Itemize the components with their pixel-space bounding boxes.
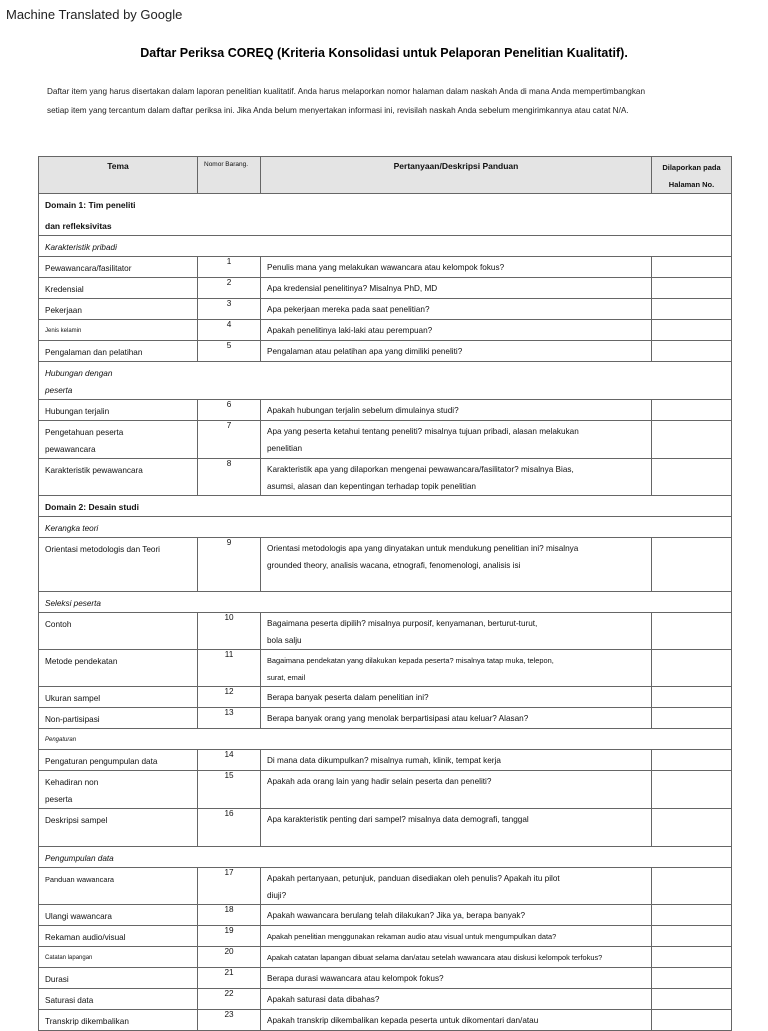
section-row xyxy=(39,729,732,750)
tema-cell xyxy=(39,989,198,1010)
tema-cell xyxy=(39,613,198,650)
page-number-cell[interactable] xyxy=(652,708,732,729)
checklist-row xyxy=(39,947,732,968)
checklist-row xyxy=(39,750,732,771)
item-number-cell: 5 xyxy=(198,341,261,362)
header-dilaporkan-line: Dilaporkan pada xyxy=(662,163,721,172)
coreq-checklist-table xyxy=(38,156,732,1031)
heading-line: peserta xyxy=(45,386,73,395)
question-line: Apa yang peserta ketahui tentang peneliti? misalnya tujuan pribadi, alasan melakukan xyxy=(267,427,579,436)
tema-line: pewawancara xyxy=(45,445,96,454)
document-title: Daftar Periksa COREQ (Kriteria Konsolidasi untuk Pelaporan Penelitian Kualitatif). xyxy=(140,46,628,60)
checklist-row xyxy=(39,708,732,729)
question-cell xyxy=(261,299,652,320)
checklist-row xyxy=(39,1010,732,1031)
tema-line: Contoh xyxy=(45,620,72,629)
checklist-row xyxy=(39,278,732,299)
question-cell xyxy=(261,278,652,299)
page-number-cell[interactable] xyxy=(652,320,732,341)
item-number-cell: 2 xyxy=(198,278,261,299)
question-cell xyxy=(261,905,652,926)
section-heading xyxy=(39,847,732,868)
question-line: asumsi, alasan dan kepentingan terhadap topik penelitian xyxy=(267,482,476,491)
question-cell xyxy=(261,459,652,496)
page-number-cell[interactable] xyxy=(652,459,732,496)
item-number-cell: 15 xyxy=(198,771,261,809)
tema-cell xyxy=(39,1010,198,1031)
question-line: penelitian xyxy=(267,444,303,453)
checklist-row xyxy=(39,320,732,341)
page-number-cell[interactable] xyxy=(652,771,732,809)
page-number-cell[interactable] xyxy=(652,278,732,299)
checklist-row xyxy=(39,968,732,989)
question-cell xyxy=(261,1010,652,1031)
page-number-cell[interactable] xyxy=(652,687,732,708)
section-heading xyxy=(39,517,732,538)
tema-cell xyxy=(39,538,198,592)
checklist-row xyxy=(39,687,732,708)
question-cell xyxy=(261,687,652,708)
page-number-cell[interactable] xyxy=(652,538,732,592)
tema-cell xyxy=(39,299,198,320)
domain-heading xyxy=(39,496,732,517)
question-cell xyxy=(261,968,652,989)
question-line: Karakteristik apa yang dilaporkan mengenai pewawancara/fasilitator? misalnya Bias, xyxy=(267,465,574,474)
page-number-cell[interactable] xyxy=(652,947,732,968)
question-cell xyxy=(261,320,652,341)
question-line: Berapa durasi wawancara atau kelompok fokus? xyxy=(267,974,444,983)
item-number-cell: 9 xyxy=(198,538,261,592)
tema-cell xyxy=(39,968,198,989)
tema-line: Karakteristik pewawancara xyxy=(45,466,143,475)
question-line: Pengalaman atau pelatihan apa yang dimiliki peneliti? xyxy=(267,347,463,356)
section-row xyxy=(39,592,732,613)
question-cell xyxy=(261,421,652,459)
tema-line: Durasi xyxy=(45,975,69,984)
checklist-row xyxy=(39,341,732,362)
section-heading xyxy=(39,592,732,613)
item-number-cell: 21 xyxy=(198,968,261,989)
tema-cell xyxy=(39,320,198,341)
page-number-cell[interactable] xyxy=(652,750,732,771)
checklist-row xyxy=(39,905,732,926)
item-number-cell: 22 xyxy=(198,989,261,1010)
heading-line: dan refleksivitas xyxy=(45,221,112,231)
question-cell xyxy=(261,257,652,278)
question-line: grounded theory, analisis wacana, etnografi, fenomenologi, analisis isi xyxy=(267,561,521,570)
item-number-cell: 18 xyxy=(198,905,261,926)
question-cell xyxy=(261,613,652,650)
question-cell xyxy=(261,400,652,421)
tema-cell xyxy=(39,947,198,968)
item-number-cell: 6 xyxy=(198,400,261,421)
section-row xyxy=(39,236,732,257)
item-number-cell: 3 xyxy=(198,299,261,320)
tema-cell xyxy=(39,708,198,729)
tema-cell xyxy=(39,650,198,687)
item-number-cell: 19 xyxy=(198,926,261,947)
question-cell xyxy=(261,538,652,592)
question-line: Apa karakteristik penting dari sampel? misalnya data demografi, tanggal xyxy=(267,815,529,824)
page-number-cell[interactable] xyxy=(652,341,732,362)
section-heading xyxy=(39,362,732,400)
table-header-row xyxy=(39,157,732,194)
page-number-cell[interactable] xyxy=(652,400,732,421)
page-number-cell[interactable] xyxy=(652,1010,732,1031)
question-line: bola salju xyxy=(267,636,302,645)
question-line: Bagaimana pendekatan yang dilakukan kepada peserta? misalnya tatap muka, telepon, xyxy=(267,656,554,665)
heading-line: Pengumpulan data xyxy=(45,854,114,863)
question-line: surat, email xyxy=(267,673,306,682)
question-cell xyxy=(261,341,652,362)
item-number-cell: 11 xyxy=(198,650,261,687)
heading-line: Seleksi peserta xyxy=(45,599,101,608)
question-line: Berapa banyak orang yang menolak berpartisipasi atau keluar? Alasan? xyxy=(267,714,529,723)
checklist-row xyxy=(39,989,732,1010)
item-number-cell: 4 xyxy=(198,320,261,341)
header-dilaporkan-line: Halaman No. xyxy=(668,180,715,189)
page-number-cell[interactable] xyxy=(652,650,732,687)
question-cell xyxy=(261,750,652,771)
tema-line: Pengetahuan peserta xyxy=(45,428,124,437)
tema-line: Metode pendekatan xyxy=(45,657,118,666)
tema-line: Orientasi metodologis dan Teori xyxy=(45,545,160,554)
question-cell xyxy=(261,771,652,809)
item-number-cell: 23 xyxy=(198,1010,261,1031)
page-number-cell[interactable] xyxy=(652,809,732,847)
question-line: Bagaimana peserta dipilih? misalnya purposif, kenyamanan, berturut-turut, xyxy=(267,619,538,628)
question-line: Apakah ada orang lain yang hadir selain peserta dan peneliti? xyxy=(267,777,492,786)
page-number-cell[interactable] xyxy=(652,257,732,278)
question-cell xyxy=(261,650,652,687)
item-number-cell: 20 xyxy=(198,947,261,968)
page-number-cell[interactable] xyxy=(652,613,732,650)
tema-cell xyxy=(39,926,198,947)
tema-cell xyxy=(39,809,198,847)
page-number-cell[interactable] xyxy=(652,299,732,320)
header-dilaporkan xyxy=(652,157,732,194)
tema-line: Catatan lapangan xyxy=(45,955,93,961)
item-number-cell: 12 xyxy=(198,687,261,708)
tema-cell xyxy=(39,400,198,421)
page-number-cell[interactable] xyxy=(652,905,732,926)
domain-heading xyxy=(39,194,732,236)
tema-line: Pengaturan pengumpulan data xyxy=(45,757,158,766)
checklist-row xyxy=(39,613,732,650)
checklist-row xyxy=(39,809,732,847)
heading-line: Pengaturan xyxy=(45,737,77,743)
tema-line: Panduan wawancara xyxy=(45,875,115,884)
question-line: Apakah penelitinya laki-laki atau perempuan? xyxy=(267,326,433,335)
checklist-row xyxy=(39,257,732,278)
checklist-row xyxy=(39,650,732,687)
tema-line: Ukuran sampel xyxy=(45,694,101,703)
question-line: Apa kredensial penelitinya? Misalnya PhD, MD xyxy=(267,284,438,293)
question-cell xyxy=(261,926,652,947)
tema-cell xyxy=(39,750,198,771)
question-cell xyxy=(261,708,652,729)
table-body xyxy=(39,194,732,1031)
question-line: Apakah saturasi data dibahas? xyxy=(267,995,380,1004)
checklist-row xyxy=(39,771,732,809)
checklist-row xyxy=(39,421,732,459)
tema-line: Hubungan terjalin xyxy=(45,407,110,416)
tema-cell xyxy=(39,771,198,809)
tema-line: Kredensial xyxy=(45,285,84,294)
tema-line: Rekaman audio/visual xyxy=(45,933,126,942)
item-number-cell: 8 xyxy=(198,459,261,496)
tema-line: Saturasi data xyxy=(45,996,94,1005)
tema-line: Jenis kelamin xyxy=(45,328,82,334)
heading-line: Hubungan dengan xyxy=(45,369,113,378)
tema-line: Transkrip dikembalikan xyxy=(45,1017,129,1026)
item-number-cell: 16 xyxy=(198,809,261,847)
question-line: Apakah hubungan terjalin sebelum dimulainya studi? xyxy=(267,406,459,415)
domain-row xyxy=(39,194,732,236)
checklist-row xyxy=(39,400,732,421)
tema-cell xyxy=(39,341,198,362)
tema-cell xyxy=(39,421,198,459)
item-number-cell: 13 xyxy=(198,708,261,729)
heading-line: Domain 2: Desain studi xyxy=(45,502,139,512)
item-number-cell: 17 xyxy=(198,868,261,905)
page-number-cell[interactable] xyxy=(652,968,732,989)
question-line: diuji? xyxy=(267,891,287,900)
question-line: Penulis mana yang melakukan wawancara atau kelompok fokus? xyxy=(267,263,505,272)
question-line: Berapa banyak peserta dalam penelitian ini? xyxy=(267,693,429,702)
checklist-row xyxy=(39,868,732,905)
question-line: Apa pekerjaan mereka pada saat penelitian? xyxy=(267,305,430,314)
tema-cell xyxy=(39,905,198,926)
item-number-cell: 14 xyxy=(198,750,261,771)
page-number-cell[interactable] xyxy=(652,926,732,947)
checklist-row xyxy=(39,538,732,592)
question-line: Apakah transkrip dikembalikan kepada peserta untuk dikomentari dan/atau xyxy=(267,1016,539,1025)
intro-line: Daftar item yang harus disertakan dalam laporan penelitian kualitatif. Anda harus melaporkan nomor halaman dalam naskah Anda di mana Anda mempertimbangkan xyxy=(47,87,646,96)
header-nomor: Nomor Barang. xyxy=(198,157,261,194)
header-tema: Tema xyxy=(39,157,198,194)
question-cell xyxy=(261,989,652,1010)
tema-line: Pekerjaan xyxy=(45,306,82,315)
intro-paragraph xyxy=(47,82,727,120)
question-cell xyxy=(261,809,652,847)
question-line: Orientasi metodologis apa yang dinyatakan untuk mendukung penelitian ini? misalnya xyxy=(267,544,579,553)
tema-line: Pengalaman dan pelatihan xyxy=(45,348,143,357)
item-number-cell: 10 xyxy=(198,613,261,650)
tema-line: Deskripsi sampel xyxy=(45,816,108,825)
question-line: Di mana data dikumpulkan? misalnya rumah, klinik, tempat kerja xyxy=(267,756,501,765)
page-number-cell[interactable] xyxy=(652,989,732,1010)
header-pertanyaan: Pertanyaan/Deskripsi Panduan xyxy=(261,157,652,194)
item-number-cell: 7 xyxy=(198,421,261,459)
tema-cell xyxy=(39,278,198,299)
section-row xyxy=(39,517,732,538)
heading-line: Karakteristik pribadi xyxy=(45,243,117,252)
section-heading xyxy=(39,729,732,750)
section-heading xyxy=(39,236,732,257)
section-row xyxy=(39,847,732,868)
tema-cell xyxy=(39,687,198,708)
tema-cell xyxy=(39,459,198,496)
section-row xyxy=(39,362,732,400)
intro-line: setiap item yang tercantum dalam daftar periksa ini. Jika Anda belum menyertakan informasi ini, revisilah naskah Anda sebelum mengirimkannya atau catat N/A. xyxy=(47,106,629,115)
tema-line: Pewawancara/fasilitator xyxy=(45,264,132,273)
tema-line: Ulangi wawancara xyxy=(45,912,112,921)
tema-line: Non-partisipasi xyxy=(45,715,100,724)
question-cell xyxy=(261,947,652,968)
tema-line: Kehadiran non xyxy=(45,778,99,787)
machine-translation-banner: Machine Translated by Google xyxy=(6,7,183,22)
tema-cell xyxy=(39,257,198,278)
page-number-cell[interactable] xyxy=(652,868,732,905)
tema-line: peserta xyxy=(45,795,73,804)
checklist-row xyxy=(39,299,732,320)
question-line: Apakah catatan lapangan dibuat selama dan/atau setelah wawancara atau diskusi kelompok terfokus? xyxy=(267,953,603,962)
heading-line: Domain 1: Tim peneliti xyxy=(45,200,136,210)
heading-line: Kerangka teori xyxy=(45,524,99,533)
item-number-cell: 1 xyxy=(198,257,261,278)
page-number-cell[interactable] xyxy=(652,421,732,459)
question-cell xyxy=(261,868,652,905)
checklist-row xyxy=(39,459,732,496)
question-line: Apakah penelitian menggunakan rekaman audio atau visual untuk mengumpulkan data? xyxy=(267,932,557,941)
question-line: Apakah wawancara berulang telah dilakukan? Jika ya, berapa banyak? xyxy=(267,911,526,920)
question-line: Apakah pertanyaan, petunjuk, panduan disediakan oleh penulis? Apakah itu pilot xyxy=(267,874,560,883)
checklist-row xyxy=(39,926,732,947)
tema-cell xyxy=(39,868,198,905)
domain-row xyxy=(39,496,732,517)
